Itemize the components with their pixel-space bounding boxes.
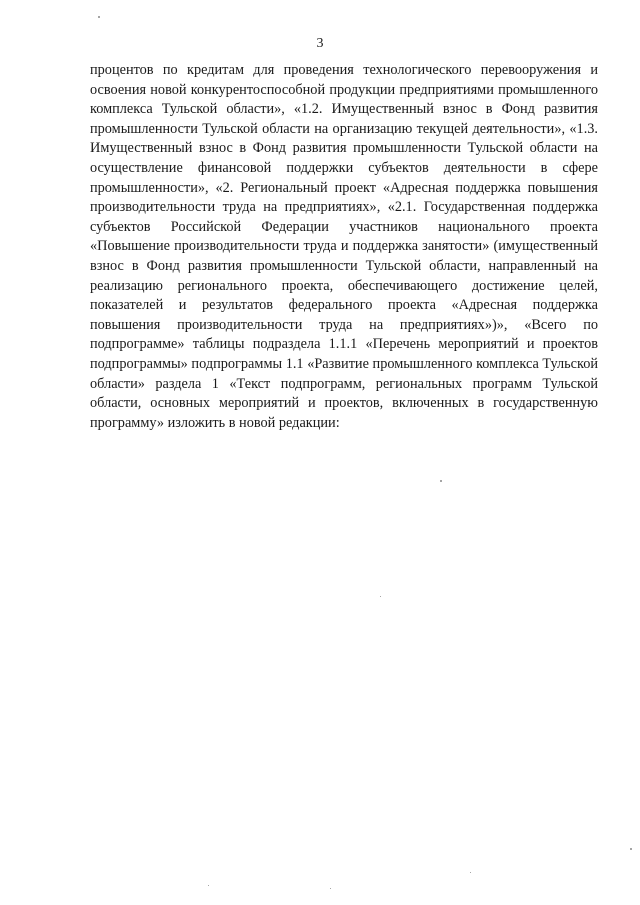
scan-speck <box>208 885 209 886</box>
scan-speck <box>98 16 100 18</box>
scan-speck <box>630 848 632 850</box>
scan-speck <box>470 872 471 873</box>
scan-speck <box>330 888 331 889</box>
body-paragraph: процентов по кредитам для проведения технологического перевооружения и освоения новой конкурентоспособной продукции предприятиями промышленного комплекса Тульской области», «1.2. Имущественный взнос в Фонд развития промышленности Тульской области на организацию текущей деятельности», «1.3. Имущественный взнос в Фонд развития промышленности Тульской области на осуществление финансовой поддержки субъектов деятельности в сфере промышленности», «2. Региональный проект «Адресная поддержка повышения производительности труда на предприятиях», «2.1. Государственная поддержка субъектов Российской Федерации участников национального проекта «Повышение производительности труда и поддержка занятости» (имущественный взнос в Фонд развития промышленности Тульской области, направленный на реализацию регионального проекта, обеспечивающего достижение целей, показателей и результатов федерального проекта «Адресная поддержка повышения производительности труда на предприятиях»)», «Всего по подпрограмме» таблицы подраздела 1.1.1 «Перечень мероприятий и проектов подпрограммы» подпрограммы 1.1 «Развитие промышленного комплекса Тульской области» раздела 1 «Текст подпрограмм, региональных программ Тульской области, основных мероприятий и проектов, включенных в государственную программу» изложить в новой редакции: <box>90 62 598 431</box>
scan-speck <box>380 596 381 597</box>
page-number: 3 <box>316 36 324 51</box>
scan-speck <box>440 480 442 482</box>
